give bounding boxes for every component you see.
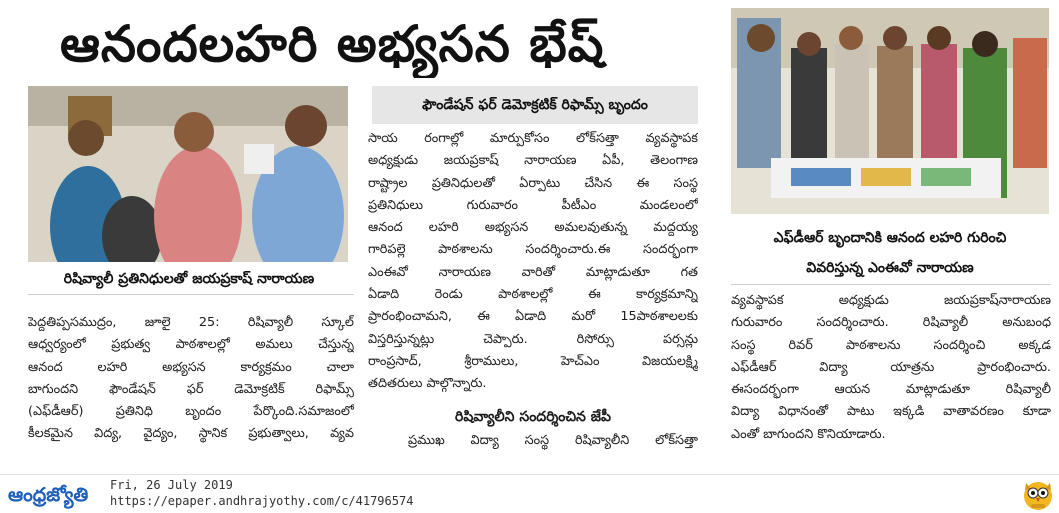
text-line: ఎంఈవో నారాయణ వారితో మాట్లాడుతూ గత [368,264,698,280]
right-photo-caption-line-2: వివరిస్తున్న ఎంఈవో నారాయణ [806,260,974,276]
divider [731,284,1051,285]
article-column-left [28,312,354,446]
text-line: సాయ రంగాల్లో మార్పుకోసం లోక్‌సత్తా వ్యవస్థాపక [368,131,698,146]
text-line: వ్యవస్థాపక అధ్యక్షుడు జయప్రకాష్‌నారాయణ [731,293,1051,308]
text-line: ఎఫ్‌డీఆర్ విద్యా యాత్రను ప్రారంభించారు. [731,359,1051,375]
left-photo-caption: రిషివ్యాలీ ప్రతినిధులతో జయప్రకాష్ నారాయణ [63,271,315,287]
text-line: రాంప్రసాద్, శ్రీరాములు, హెచ్‌ఎం విజయలక్ష్మి [368,353,698,369]
text-line: ప్రముఖ విద్యా సంస్థ రిషివ్యాలీని లోక్‌సత్తా [408,433,698,448]
right-photo [731,8,1049,214]
text-line: ఆనంద లహరి అభ్యసన కార్యక్రమం చాలా [28,359,354,375]
right-photo-caption-line-1: ఎఫ్‌డీఆర్ బృందానికి ఆనంద లహరి గురించి [773,230,1007,246]
owl-icon [1022,477,1054,511]
text-line: గారిపల్లె పాఠశాలను సందర్శించారు.ఈ సందర్భంగా [368,242,698,258]
text-line: ప్రతినిధులు గురువారం పీటీఎం మండలంలో [368,197,698,213]
text-line: సంస్థ రివర్ పాఠశాలను సందర్శించి అక్కడ [731,337,1051,353]
divider [28,294,354,295]
left-photo [28,86,348,262]
middle-subhead: రిషివ్యాలీని సందర్శించిన జేపీ [455,409,611,425]
text-line: విస్తరిస్తున్నట్లు చెప్పారు. రిసోర్సు పర్సన్లు [368,331,698,347]
text-line: ఆనంద లహరి అభ్యసన అమలవుతున్న మద్దయ్య [368,220,698,236]
text-line: (ఎఫ్‌డీఆర్) ప్రతినిధి బృందం పేర్కొంది.సమాజంలో [28,404,354,420]
edition-date: Fri, 26 July 2019 [110,478,233,492]
text-line: రాష్ట్రాల ప్రతినిధులతో ఏర్పాటు చేసిన ఈ సంస్థ [368,175,698,191]
newspaper-logo[interactable]: ఆంధ్రజ్యోతి [8,484,89,506]
footer-bar [0,474,1059,513]
text-line: ప్రారంభించామని, ఈ ఏడాది మరో 15పాఠశాలలకు [368,309,698,325]
headline: ఆనందలహరి అభ్యసన భేష్ [60,15,605,73]
article-column-middle [368,128,698,396]
text-line: గురువారం సందర్శించారు. రిషివ్యాలీ అనుబంధ [731,315,1051,331]
text-line: తదితరులు పాల్గొన్నారు. [368,376,487,392]
article-column-right [731,290,1051,446]
text-line: ఎంతో బాగుందని కొనియాడారు. [731,426,886,442]
text-line: కీలకమైన విద్య, వైద్యం, స్థానిక ప్రభుత్వాలు, వ్యవ [28,426,354,442]
text-line: పెద్దతిప్పసముద్రం, జూలై 25: రిషివ్యాలీ స్కూల్ [28,315,354,330]
text-line: ఏడాది రెండు పాఠశాలల్లో ఈ కార్యక్రమాన్ని [368,287,698,303]
text-line: బాగుందని ఫౌండేషన్ ఫర్ డెమోక్రటిక్ రిఫామ్స్ [28,381,354,397]
article-subhead: ఫౌండేషన్ ఫర్ డెమోక్రటిక్ రిఫామ్స్ బృందం [372,86,698,124]
text-line: ఈసందర్భంగా ఆయన మాట్లాడుతూ రిషివ్యాలీ [731,382,1051,398]
article-column-middle-continued [368,430,698,452]
epaper-url-link[interactable]: https://epaper.andhrajyothy.com/c/41796574 [110,494,414,508]
text-line: విద్యా విధానంతో పాటు ఇక్కడి వాతావరణం కూడా [731,404,1051,420]
text-line: ఆధ్వర్యంలో ప్రభుత్వ పాఠశాలల్లో అమలు చేస్తున్న [28,337,354,353]
text-line: అధ్యక్షుడు జయప్రకాష్ నారాయణ ఏపీ, తెలంగాణ [368,153,698,169]
